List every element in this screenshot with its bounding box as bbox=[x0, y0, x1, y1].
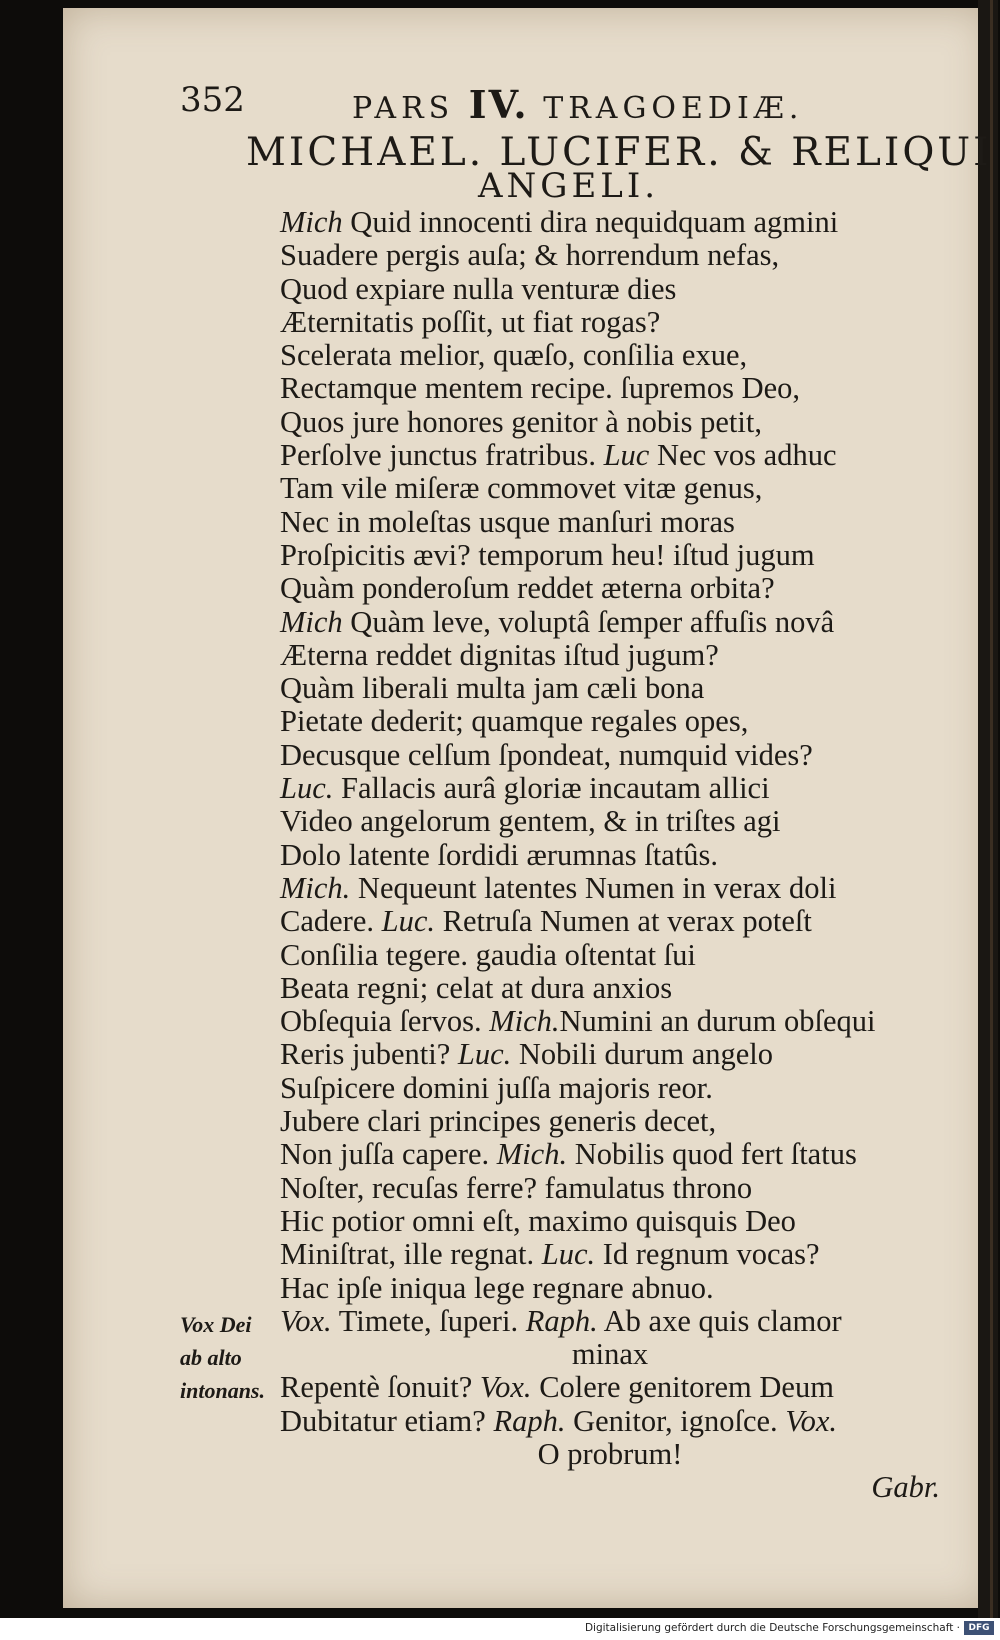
verse-line bbox=[280, 1038, 940, 1071]
verse-text: Retruſa Numen at verax poteſt bbox=[435, 904, 812, 939]
verse-text: Quàm ponderoſum reddet æterna orbita? bbox=[280, 571, 775, 606]
verse-line bbox=[280, 306, 940, 339]
verse-line bbox=[280, 1005, 940, 1038]
verse-line bbox=[280, 1272, 940, 1305]
verse-line bbox=[280, 1105, 940, 1138]
verse-text: Non juſſa capere. bbox=[280, 1137, 497, 1172]
verse-line bbox=[280, 839, 940, 872]
verse-text: Tam vile miſeræ commovet vitæ genus, bbox=[280, 471, 763, 506]
verse-line bbox=[280, 1138, 940, 1171]
speaker-label: Luc. bbox=[381, 904, 435, 939]
verse-line bbox=[280, 239, 940, 272]
speaker-label: Luc. bbox=[541, 1237, 596, 1272]
verse-line bbox=[280, 1338, 940, 1371]
speaker-label: Vox. bbox=[479, 1370, 532, 1405]
verse-text: Obſequia ſervos. bbox=[280, 1004, 490, 1039]
running-head bbox=[352, 82, 803, 127]
verse-line bbox=[280, 1471, 940, 1504]
scene-heading-line-1: MICHAEL. LUCIFER. & RELIQUI bbox=[246, 130, 992, 175]
verse-text: Rectamque mentem recipe. ſupremos Deo, bbox=[280, 371, 801, 406]
verse-text: Hac ipſe iniqua lege regnare abnuo. bbox=[280, 1270, 714, 1305]
speaker-label: Vox. bbox=[785, 1403, 837, 1438]
verse-line bbox=[280, 805, 940, 838]
verse-block bbox=[280, 206, 940, 1505]
verse-text: Pietate dederit; quamque regales opes, bbox=[280, 704, 749, 739]
marginal-note-line: intonans. bbox=[180, 1378, 265, 1403]
verse-line bbox=[280, 539, 940, 572]
dfg-logo: DFG bbox=[964, 1621, 994, 1635]
verse-text: Proſpicitis ævi? temporum heu! iſtud jugum bbox=[280, 537, 815, 572]
verse-line bbox=[280, 372, 940, 405]
verse-line bbox=[280, 273, 940, 306]
verse-text: Noſter, recuſas ferre? famulatus throno bbox=[280, 1170, 753, 1205]
verse-line bbox=[280, 1072, 940, 1105]
verse-line bbox=[280, 1371, 940, 1404]
speaker-label: Luc. bbox=[457, 1037, 512, 1072]
verse-text: Jubere clari principes generis decet, bbox=[280, 1104, 717, 1139]
verse-line bbox=[280, 1405, 940, 1438]
verse-line bbox=[280, 572, 940, 605]
verse-line bbox=[280, 406, 940, 439]
verse-line bbox=[280, 1238, 940, 1271]
verse-text: Quod expiare nulla venturæ dies bbox=[280, 271, 677, 306]
verse-line bbox=[280, 606, 940, 639]
verse-line bbox=[280, 472, 940, 505]
speaker-label: Raph. bbox=[493, 1403, 566, 1438]
verse-text: Nequeunt latentes Numen in verax doli bbox=[350, 870, 837, 905]
verse-text: minax bbox=[571, 1337, 649, 1372]
verse-text: Nobili durum angelo bbox=[511, 1037, 774, 1072]
speaker-label: Mich. bbox=[496, 1137, 568, 1172]
verse-text: Quàm liberali multa jam cæli bona bbox=[280, 671, 705, 706]
verse-line bbox=[280, 639, 940, 672]
speaker-label: Mich bbox=[280, 604, 343, 639]
verse-text: Hic potior omni eſt, maximo quisquis Deo bbox=[280, 1203, 796, 1238]
verse-text: Numini an durum obſequi bbox=[559, 1004, 876, 1039]
verse-line bbox=[280, 206, 940, 239]
verse-text: Repentè ſonuit? bbox=[280, 1370, 480, 1405]
verse-text: Scelerata melior, quæſo, conſilia exue, bbox=[280, 338, 748, 373]
verse-text: Suſpicere domini juſſa majoris reor. bbox=[280, 1070, 713, 1105]
verse-line bbox=[280, 705, 940, 738]
verse-text: Beata regni; celat at dura anxios bbox=[280, 970, 673, 1005]
verse-text: Æternitatis poſſit, ut fiat rogas? bbox=[280, 304, 661, 339]
marginal-note-line: Vox Dei bbox=[180, 1312, 252, 1337]
speaker-label: Luc. bbox=[280, 771, 334, 806]
speaker-label: Raph. bbox=[525, 1303, 598, 1338]
footer-bar bbox=[0, 1618, 1000, 1640]
running-head-numeral: IV. bbox=[468, 82, 529, 127]
verse-text: Quos jure honores genitor à nobis petit, bbox=[280, 404, 762, 439]
verse-text: Colere genitorem Deum bbox=[531, 1370, 834, 1405]
verse-line bbox=[280, 439, 940, 472]
verse-line bbox=[280, 339, 940, 372]
page-edge-line bbox=[990, 0, 993, 1618]
page-edge bbox=[978, 0, 998, 1618]
verse-line bbox=[280, 939, 940, 972]
marginal-note-line: ab alto bbox=[180, 1345, 242, 1370]
verse-text: Suadere pergis auſa; & horrendum nefas, bbox=[280, 238, 780, 273]
verse-line bbox=[280, 772, 940, 805]
verse-line bbox=[280, 1172, 940, 1205]
footer-credit: Digitalisierung gefördert durch die Deutsche Forschungsgemeinschaft · bbox=[584, 1622, 960, 1634]
verse-text: Fallacis aurâ gloriæ incautam allici bbox=[333, 771, 770, 806]
scene-heading-line-2: ANGELI. bbox=[478, 166, 660, 206]
verse-line bbox=[280, 972, 940, 1005]
verse-text: Perſolve junctus fratribus. bbox=[280, 438, 604, 473]
speaker-label: Luc bbox=[603, 438, 650, 473]
verse-text: Video angelorum gentem, & in triſtes agi bbox=[280, 804, 781, 839]
verse-text: Decusque celſum ſpondeat, numquid vides? bbox=[280, 737, 813, 772]
verse-text: Dolo latente ſordidi ærumnas ſtatûs. bbox=[280, 837, 718, 872]
verse-text: Nec vos adhuc bbox=[649, 438, 837, 473]
verse-line bbox=[280, 1205, 940, 1238]
verse-text: Reris jubenti? bbox=[280, 1037, 458, 1072]
speaker-label: Mich. bbox=[489, 1004, 560, 1039]
speaker-label: Mich bbox=[280, 205, 343, 239]
verse-text: Conſilia tegere. gaudia oſtentat ſui bbox=[280, 937, 696, 972]
verse-text: Nec in moleſtas usque manſuri moras bbox=[280, 504, 735, 539]
verse-text: Timete, ſuperi. bbox=[331, 1303, 526, 1338]
verse-text: Quid innocenti dira nequidquam agmini bbox=[342, 205, 839, 239]
verse-line bbox=[280, 905, 940, 938]
verse-text: O probrum! bbox=[537, 1436, 683, 1471]
speaker-label: Vox. bbox=[280, 1303, 332, 1338]
verse-text: Ab axe quis clamor bbox=[597, 1303, 842, 1338]
running-head-title: TRAGOEDIÆ. bbox=[543, 91, 804, 126]
speaker-label: Mich. bbox=[280, 870, 351, 905]
verse-text: Dubitatur etiam? bbox=[280, 1403, 494, 1438]
verse-text: Miniſtrat, ille regnat. bbox=[280, 1237, 542, 1272]
verse-line bbox=[280, 1305, 940, 1338]
verse-line bbox=[280, 506, 940, 539]
verse-text: Nobilis quod fert ſtatus bbox=[567, 1137, 857, 1172]
verse-line bbox=[280, 872, 940, 905]
running-head-part: PARS bbox=[352, 91, 455, 126]
verse-line bbox=[280, 739, 940, 772]
page-number: 352 bbox=[180, 80, 245, 120]
verse-text: Æterna reddet dignitas iſtud jugum? bbox=[280, 637, 719, 672]
verse-text: Genitor, ignoſce. bbox=[565, 1403, 786, 1438]
verse-text: Id regnum vocas? bbox=[595, 1237, 820, 1272]
verse-line bbox=[280, 1438, 940, 1471]
speaker-label: Gabr. bbox=[871, 1470, 940, 1505]
verse-line bbox=[280, 672, 940, 705]
verse-text: Cadere. bbox=[280, 904, 382, 939]
verse-text: Quàm leve, voluptâ ſemper affuſis novâ bbox=[342, 604, 835, 639]
